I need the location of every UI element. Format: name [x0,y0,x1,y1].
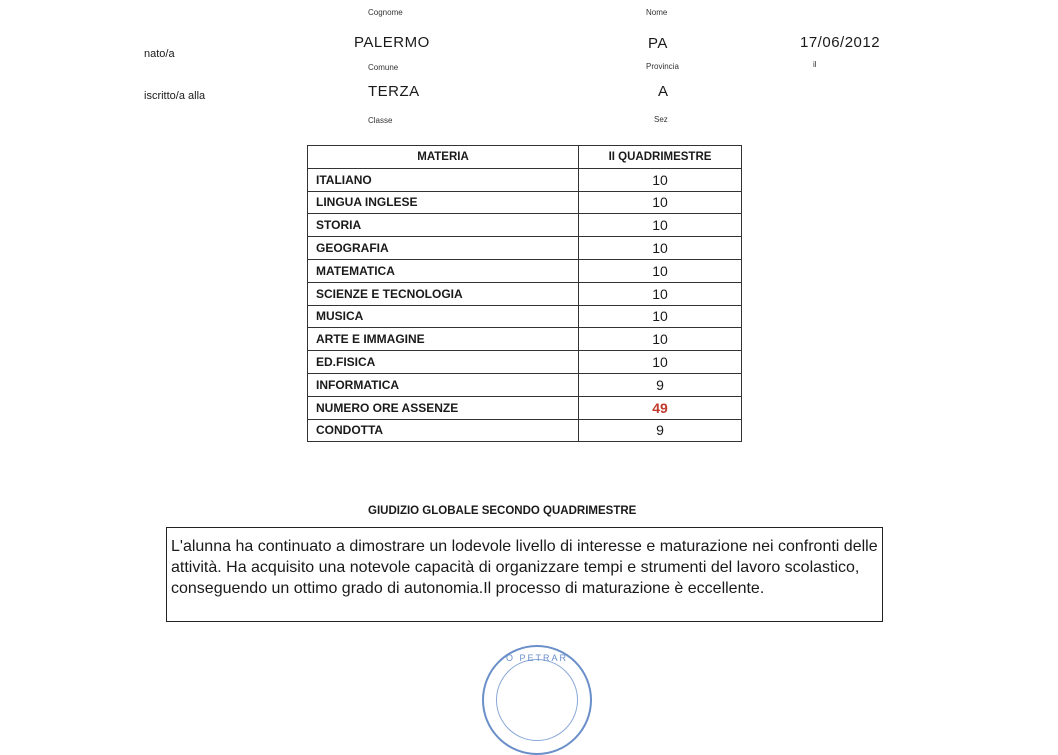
subject-cell: CONDOTTA [308,419,579,442]
grade-cell: 10 [579,237,742,260]
table-row [308,305,742,328]
grade-cell: 10 [579,305,742,328]
classe-value: TERZA [368,83,420,100]
grade-cell: 10 [579,328,742,351]
judgement-title: GIUDIZIO GLOBALE SECONDO QUADRIMESTRE [368,505,637,517]
school-stamp [482,645,592,755]
table-row [308,373,742,396]
judgement-box [166,527,883,622]
table-row [308,396,742,419]
subject-cell: NUMERO ORE ASSENZE [308,396,579,419]
col-header-subject: MATERIA [308,146,579,169]
nome-label: Nome [646,8,668,17]
provincia-label: Provincia [646,62,679,71]
il-label: il [813,60,817,69]
subject-cell: INFORMATICA [308,373,579,396]
grade-cell: 9 [579,373,742,396]
judgement-text: L'alunna ha continuato a dimostrare un lodevole livello di interesse e maturazione nei confronti delle attività. Ha acquisito una notevole capacità di organizzare tempi e strumenti del lavoro scolastico, conseguendo un ottimo grado di autonomia.Il processo di maturazione è eccellente. [171,538,878,597]
classe-label: Classe [368,116,393,125]
subject-cell: ARTE E IMMAGINE [308,328,579,351]
birth-date-value: 17/06/2012 [800,34,881,51]
stamp-text: O PETRAR [505,653,568,663]
nato-label: nato/a [144,48,175,60]
subject-cell: MATEMATICA [308,259,579,282]
subject-cell: ITALIANO [308,168,579,191]
sez-label: Sez [654,115,668,124]
table-row [308,351,742,374]
subject-cell: SCIENZE E TECNOLOGIA [308,282,579,305]
table-row [308,168,742,191]
table-row [308,282,742,305]
comune-value: PALERMO [354,34,430,51]
subject-cell: STORIA [308,214,579,237]
grade-cell: 10 [579,168,742,191]
table-row [308,328,742,351]
iscritto-label: iscritto/a alla [144,90,206,102]
absences-cell: 49 [579,396,742,419]
subject-cell: MUSICA [308,305,579,328]
cognome-label: Cognome [368,8,403,17]
table-row [308,214,742,237]
table-row [308,419,742,442]
table-row [308,191,742,214]
grade-cell: 10 [579,214,742,237]
subject-cell: ED.FISICA [308,351,579,374]
provincia-value: PA [648,35,668,52]
table-header-row [308,146,742,169]
table-row [308,237,742,260]
grade-cell: 10 [579,282,742,305]
sez-value: A [658,83,669,100]
subject-cell: GEOGRAFIA [308,237,579,260]
comune-label: Comune [368,63,399,72]
grades-table [307,145,742,442]
grade-cell: 9 [579,419,742,442]
col-header-term: II QUADRIMESTRE [579,146,742,169]
subject-cell: LINGUA INGLESE [308,191,579,214]
grade-cell: 10 [579,351,742,374]
grade-cell: 10 [579,259,742,282]
table-row [308,259,742,282]
grade-cell: 10 [579,191,742,214]
stamp-inner-ring [496,659,578,741]
